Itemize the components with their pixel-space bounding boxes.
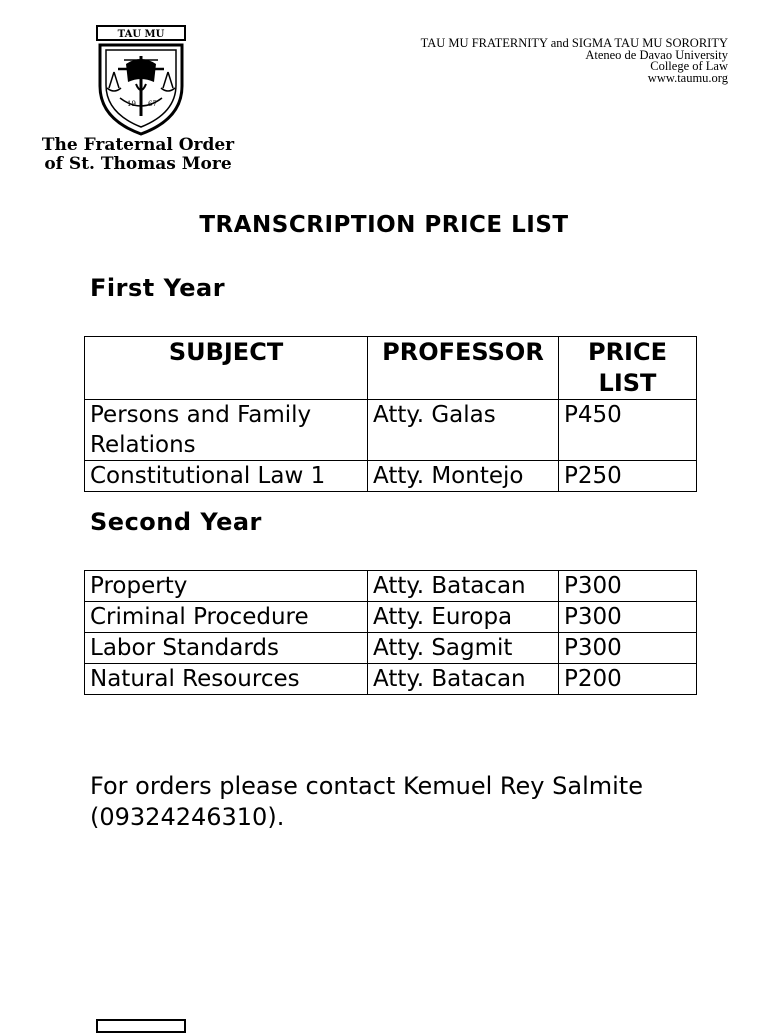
professor-cell: Atty. Batacan [368, 664, 559, 695]
document-title: TRANSCRIPTION PRICE LIST [199, 212, 569, 238]
shield-crest-icon [96, 24, 186, 136]
table-row [85, 400, 697, 461]
motto-line-2: of St. Thomas More [44, 154, 232, 174]
svg-text:67: 67 [148, 100, 157, 108]
professor-cell: Atty. Montejo [368, 461, 559, 492]
subject-cell: Labor Standards [85, 633, 368, 664]
second-year-table [84, 570, 697, 695]
table-row [85, 461, 697, 492]
column-header-price: PRICE LIST [559, 337, 697, 400]
subject-cell: Property [85, 571, 368, 602]
table-row [85, 633, 697, 664]
subject-cell: Constitutional Law 1 [85, 461, 368, 492]
svg-text:19: 19 [127, 100, 136, 108]
header-line-1: TAU MU FRATERNITY and SIGMA TAU MU SORORITY [420, 36, 728, 50]
table-row [85, 602, 697, 633]
professor-cell: Atty. Galas [368, 400, 559, 461]
professor-cell: Atty. Sagmit [368, 633, 559, 664]
header-line-4: www.taumu.org [647, 70, 728, 85]
next-page-logo-fragment [96, 1019, 186, 1033]
motto-line-1: The Fraternal Order [41, 135, 235, 155]
subject-cell: Persons and Family Relations [85, 400, 368, 461]
logo-motto [38, 136, 238, 174]
first-year-heading: First Year [90, 274, 226, 302]
price-cell: P200 [559, 664, 697, 695]
contact-note: For orders please contact Kemuel Rey Salmite (09324246310). [90, 772, 643, 831]
price-cell: P450 [559, 400, 697, 461]
price-cell: P250 [559, 461, 697, 492]
price-cell: P300 [559, 602, 697, 633]
table-row [85, 571, 697, 602]
header-line-3: College of Law [650, 59, 728, 73]
price-cell: P300 [559, 633, 697, 664]
professor-cell: Atty. Europa [368, 602, 559, 633]
subject-cell: Criminal Procedure [85, 602, 368, 633]
column-header-professor: PROFESSOR [368, 337, 559, 400]
logo-badge-text: TAU MU [117, 29, 165, 40]
header-line-2: Ateneo de Davao University [585, 47, 728, 62]
subject-cell: Natural Resources [85, 664, 368, 695]
first-year-table [84, 336, 697, 492]
column-header-subject: SUBJECT [85, 337, 368, 400]
table-row [85, 664, 697, 695]
second-year-heading: Second Year [90, 508, 262, 536]
professor-cell: Atty. Batacan [368, 571, 559, 602]
table-header-row [85, 337, 697, 400]
price-cell: P300 [559, 571, 697, 602]
organization-header [421, 38, 728, 84]
